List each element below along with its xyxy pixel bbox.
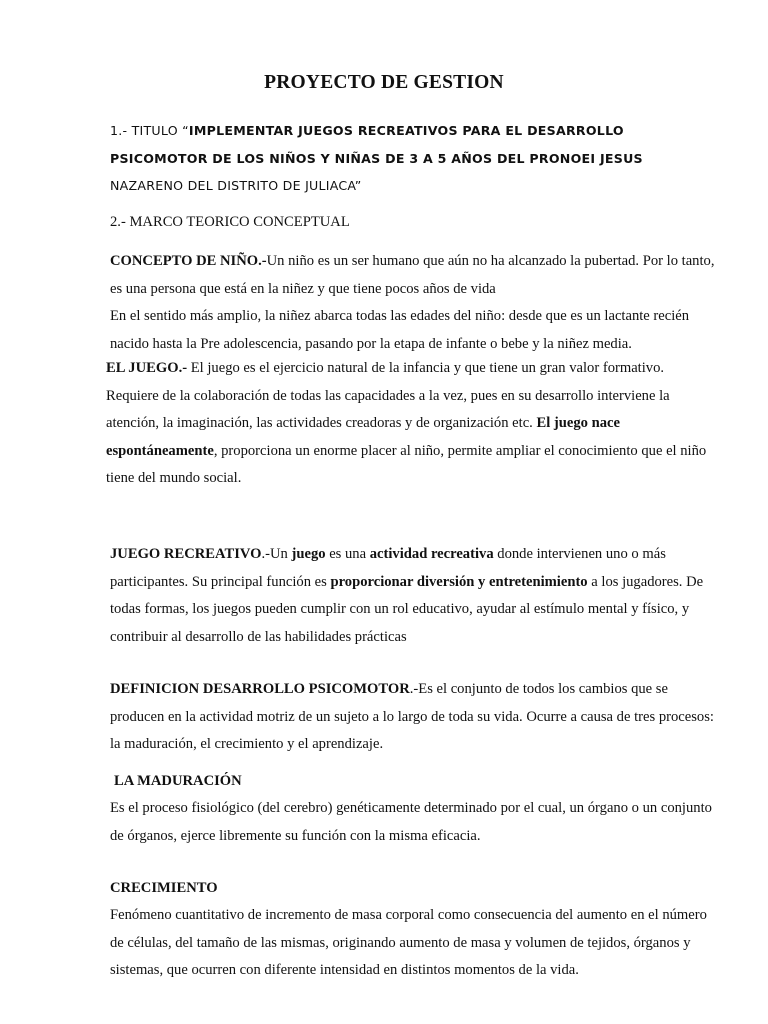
paragraph-concepto-nino [110, 248, 720, 358]
term-el-juego: EL JUEGO.- [106, 360, 188, 376]
paragraph-crecimiento: Fenómeno cuantitativo de incremento de masa corporal como consecuencia del aumento en el número de células, del tamaño de las mismas, originando aumento de masa y volumen de tejidos, órganos y sistemas, que ocurren con diferente intensidad en distintos momentos de la vida. [110, 907, 707, 978]
page-title: PROYECTO DE GESTION [264, 72, 504, 93]
project-title-paragraph [110, 117, 720, 200]
project-title-line3: NAZARENO DEL DISTRITO DE JULIACA” [110, 178, 362, 193]
paragraph-juego-recreativo: JUEGO RECREATIVO.-Un juego es una actividad recreativa donde intervienen uno o más participantes. Su principal función es proporcionar diversión y entretenimiento a los jugadores. De todas formas, los juegos pueden cumplir con un rol educativo, ayudar al estímulo mental y físico, y contribuir al desarrollo de las habilidades prácticas [110, 546, 704, 645]
heading-maduracion: LA MADURACIÓN [114, 773, 242, 789]
text-concepto-nino-2: En el sentido más amplio, la niñez abarca todas las edades del niño: desde que es un lactante recién nacido hasta la Pre adolescencia, pasando por la etapa de infante o bebe y la niñez media. [110, 308, 690, 352]
project-title-prefix: 1.- TITULO “ [110, 123, 189, 138]
bold-juego-nace: El juego nace espontáneamente [106, 415, 620, 459]
term-concepto-nino: CONCEPTO DE NIÑO.- [110, 253, 267, 269]
heading-crecimiento: CRECIMIENTO [110, 880, 218, 896]
project-title-line1: IMPLEMENTAR JUEGOS RECREATIVOS PARA EL DESARROLLO [188, 123, 624, 138]
paragraph-desarrollo-psicomotor: DEFINICION DESARROLLO PSICOMOTOR.-Es el conjunto de todos los cambios que se producen en la actividad motriz de un sujeto a lo largo de toda su vida. Ocurre a causa de tres procesos: la maduración, el crecimiento y el aprendizaje. [110, 681, 714, 752]
section-heading-marco: 2.- MARCO TEORICO CONCEPTUAL [110, 214, 350, 230]
paragraph-maduracion: Es el proceso fisiológico (del cerebro) genéticamente determinado por el cual, un órgano o un conjunto de órganos, ejerce libremente su función con la misma eficacia. [110, 800, 712, 844]
paragraph-el-juego: EL JUEGO.- El juego es el ejercicio natural de la infancia y que tiene un gran valor formativo. Requiere de la colaboración de todas las capacidades a la vez, pues en su desarrollo interviene la atención, la imaginación, las actividades creadoras y de organización etc. El juego nace espontáneamente, proporciona un enorme placer al niño, permite ampliar el conocimiento que el niño tiene del mundo social. [106, 360, 707, 486]
term-juego-recreativo: JUEGO RECREATIVO [110, 546, 262, 562]
term-desarrollo-psicomotor: DEFINICION DESARROLLO PSICOMOTOR [110, 681, 410, 697]
project-title-line2: PSICOMOTOR DE LOS NIÑOS Y NIÑAS DE 3 A 5 AÑOS DEL PRONOEI JESUS [110, 150, 643, 166]
text-concepto-nino: Un niño es un ser humano que aún no ha alcanzado la pubertad. Por lo tanto, es una persona que está en la niñez y que tiene pocos años de vida [110, 253, 715, 297]
